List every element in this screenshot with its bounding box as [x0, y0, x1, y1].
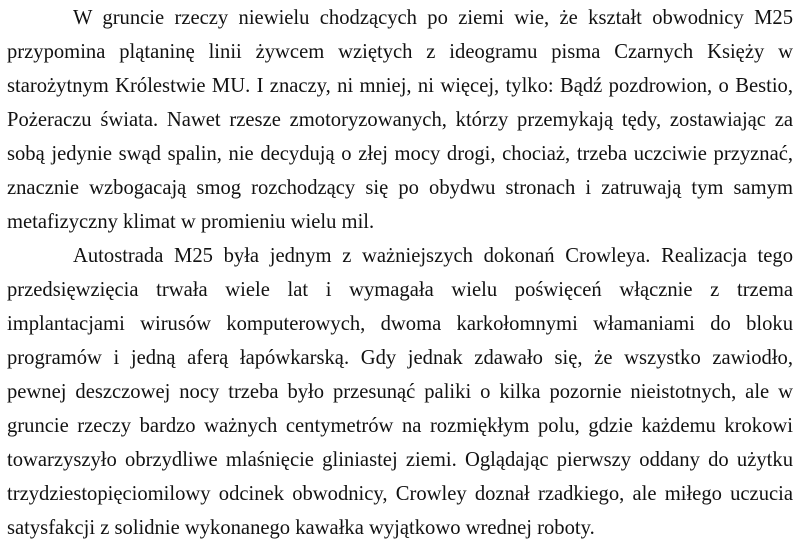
text-line: satysfakcji z solidnie wykonanego kawałka wyjątkowo wrednej roboty. [7, 517, 595, 539]
text-line: towarzyszyło obrzydliwe mlaśnięcie gliniastej ziemi. Oglądając pierwszy oddany do użytku [7, 449, 793, 471]
text-line: Pożeraczu świata. Nawet rzesze zmotoryzowanych, którzy przemykają tędy, zostawiając za [7, 109, 793, 131]
text-line: sobą jedynie swąd spalin, nie decydują o złej mocy drogi, chociaż, trzeba uczciwie przyznać, [7, 143, 793, 165]
text-line: metafizyczny klimat w promieniu wielu mil. [7, 211, 375, 233]
text-line: trzydziestopięciomilowy odcinek obwodnicy, Crowley doznał rzadkiego, ale miłego uczucia [7, 483, 793, 505]
text-line: programów i jedną aferą łapówkarską. Gdy jednak zdawało się, że wszystko zawiodło, [7, 347, 793, 369]
text-line: Autostrada M25 była jednym z ważniejszych dokonań Crowleya. Realizacja tego [73, 245, 793, 267]
text-line: implantacjami wirusów komputerowych, dwoma karkołomnymi włamaniami do bloku [7, 313, 793, 335]
text-line: znacznie wzbogacają smog rozchodzący się po obydwu stronach i zatruwają tym samym [7, 177, 793, 199]
document-page [7, 0, 793, 556]
text-line: przedsięwzięcia trwała wiele lat i wymagała wielu poświęceń włącznie z trzema [7, 279, 793, 301]
text-line: starożytnym Królestwie MU. I znaczy, ni mniej, ni więcej, tylko: Bądź pozdrowion, o Bestio, [7, 75, 793, 97]
text-line: przypomina plątaninę linii żywcem wziętych z ideogramu pisma Czarnych Księży w [7, 41, 793, 63]
text-line: pewnej deszczowej nocy trzeba było przesunąć paliki o kilka pozornie nieistotnych, ale w [7, 381, 793, 403]
text-line: gruncie rzeczy bardzo ważnych centymetrów na rozmiękłym polu, gdzie każdemu krokowi [7, 415, 793, 437]
text-line: W gruncie rzeczy niewielu chodzących po ziemi wie, że kształt obwodnicy M25 [73, 7, 793, 29]
